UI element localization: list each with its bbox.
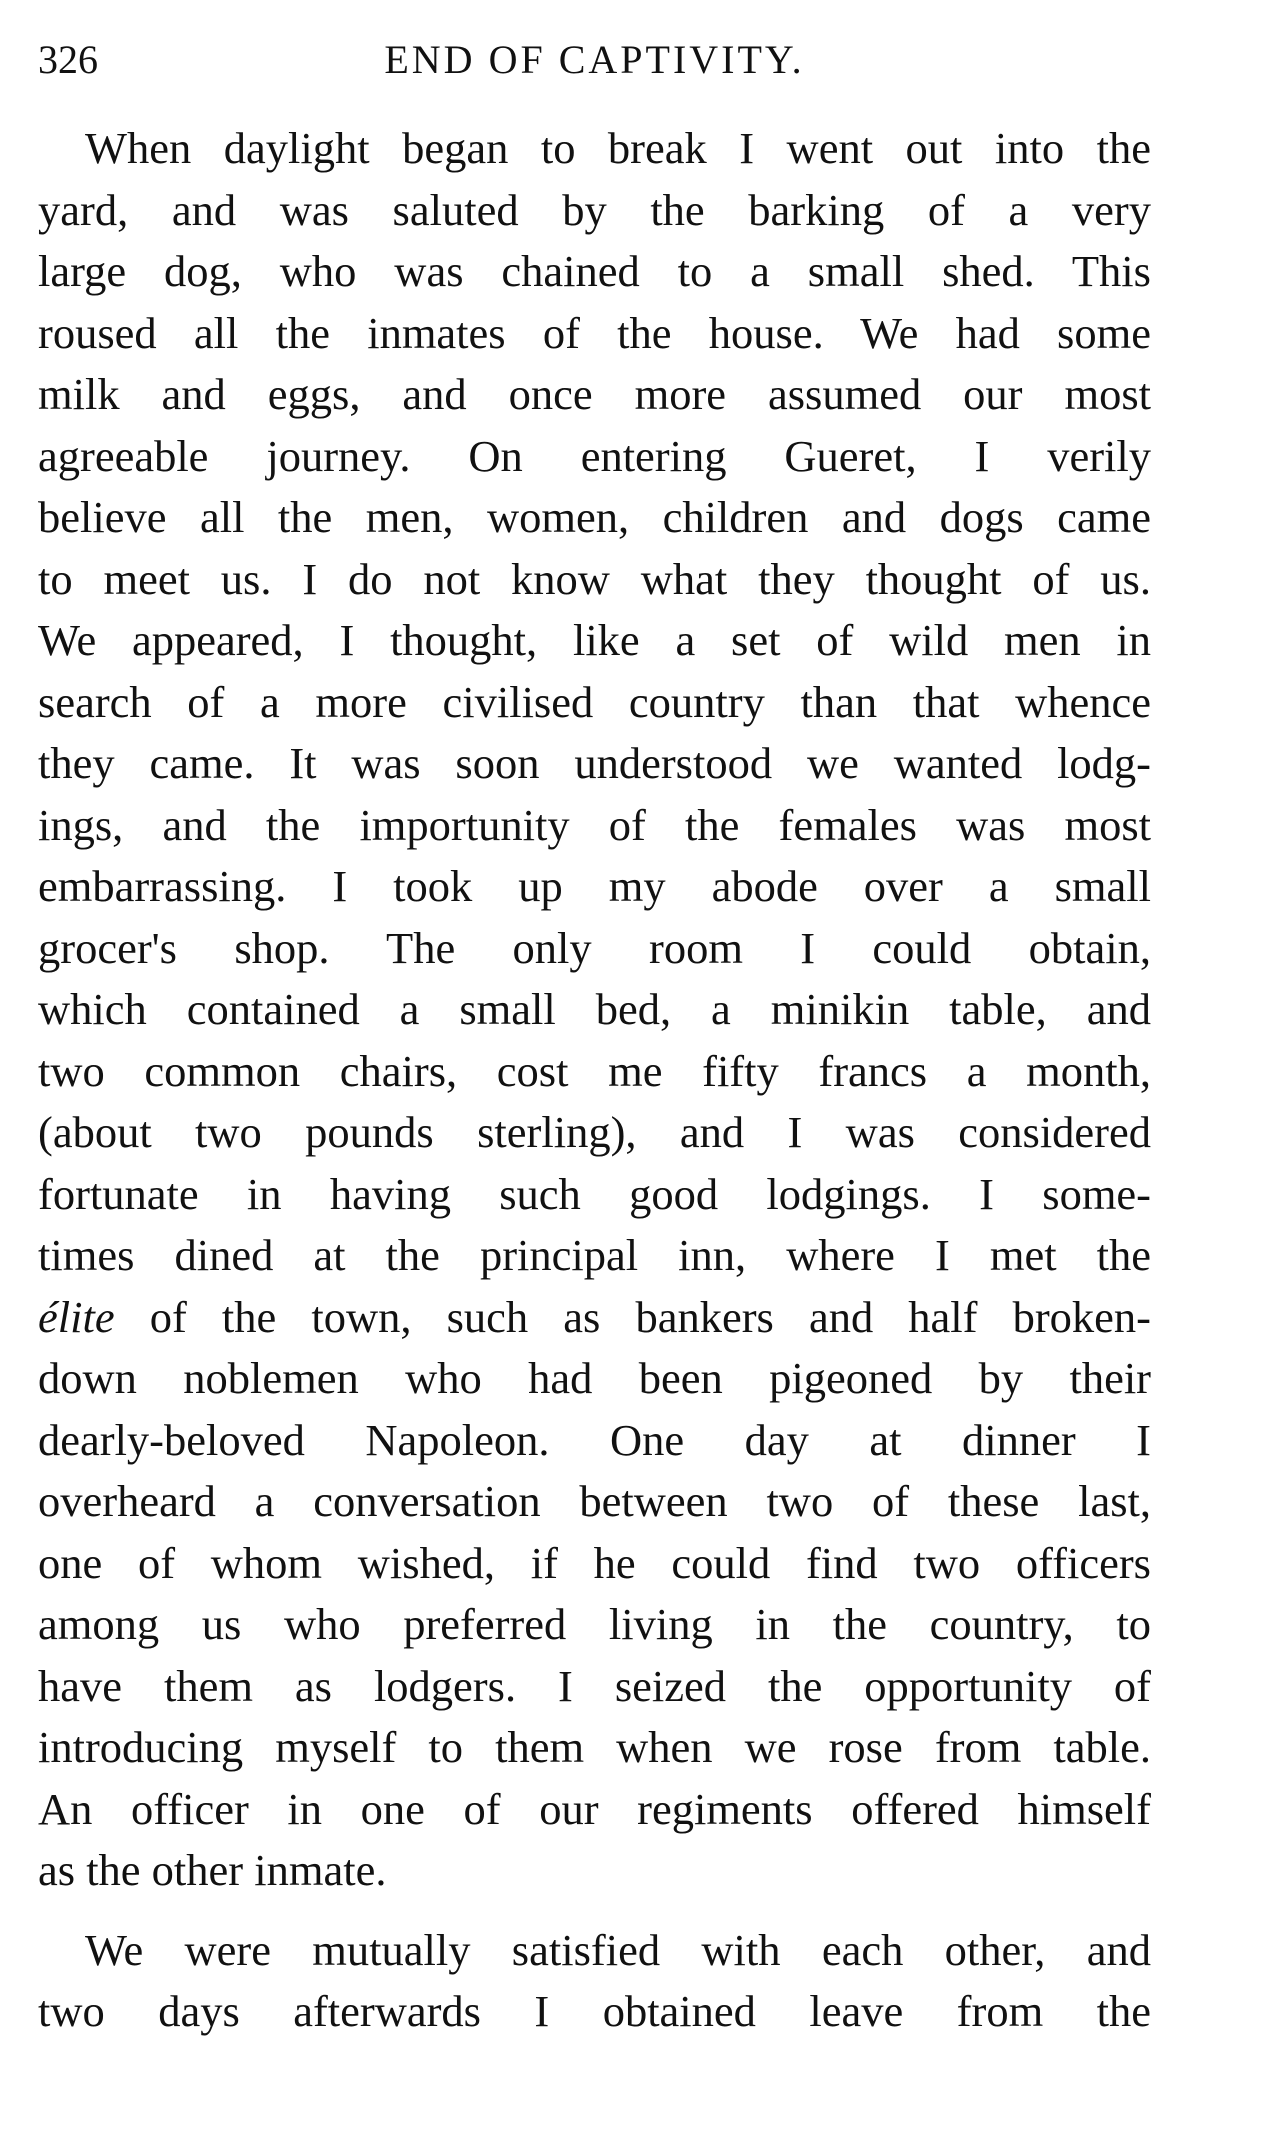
italic-word-elite: élite xyxy=(38,1291,115,1342)
text-line: introducing myself to them when we rose from table. xyxy=(38,1722,1151,1772)
text-line: believe all the men, women, children and dogs came xyxy=(38,492,1151,542)
text-line: milk and eggs, and once more assumed our most xyxy=(38,369,1151,419)
paragraph-2 xyxy=(38,1920,1151,2043)
text-line: yard, and was saluted by the barking of a very xyxy=(38,184,1151,235)
running-title: END OF CAPTIVITY. xyxy=(384,37,805,82)
text-line: (about two pounds sterling), and I was considered xyxy=(38,1107,1151,1157)
text-line: one of whom wished, if he could find two officers xyxy=(38,1537,1151,1588)
text-line: among us who preferred living in the country, to xyxy=(38,1599,1151,1649)
text-line: to meet us. I do not know what they thought of us. xyxy=(38,553,1151,604)
text-line-rest: of the town, such as bankers and half broken- xyxy=(114,1291,1151,1342)
text-line: large dog, who was chained to a small shed. This xyxy=(38,246,1151,296)
text-line: fortunate in having such good lodgings. I some- xyxy=(38,1168,1151,1219)
text-line: as the other inmate. xyxy=(38,1845,387,1895)
text-line: An officer in one of our regiments offered himself xyxy=(38,1783,1151,1834)
text-line: times dined at the principal inn, where I met the xyxy=(38,1230,1151,1280)
text-line: which contained a small bed, a minikin table, and xyxy=(38,984,1151,1034)
text-line: We appeared, I thought, like a set of wild men in xyxy=(38,615,1151,665)
text-line: ings, and the importunity of the females was most xyxy=(38,799,1151,850)
text-line-elite xyxy=(38,1287,1151,1349)
page-header xyxy=(38,30,1151,90)
text-line: down noblemen who had been pigeoned by their xyxy=(38,1353,1151,1403)
text-line: two days afterwards I obtained leave from the xyxy=(38,1986,1151,2036)
text-line: We were mutually satisfied with each other, and xyxy=(85,1924,1151,1975)
text-line: agreeable journey. On entering Gueret, I verily xyxy=(38,430,1151,481)
text-line: grocer's shop. The only room I could obtain, xyxy=(38,922,1151,973)
text-line: two common chairs, cost me fifty francs a month, xyxy=(38,1045,1151,1096)
body-text xyxy=(38,118,1151,2043)
text-line: they came. It was soon understood we wanted lodg- xyxy=(38,738,1151,788)
text-line: overheard a conversation between two of these last, xyxy=(38,1476,1151,1526)
paragraph-1 xyxy=(38,118,1151,1902)
text-line: When daylight began to break I went out into the xyxy=(85,123,1151,173)
text-line: search of a more civilised country than that whence xyxy=(38,676,1151,727)
page-number: 326 xyxy=(38,37,98,82)
text-line: dearly-beloved Napoleon. One day at dinner I xyxy=(38,1414,1151,1465)
text-line: have them as lodgers. I seized the opportunity of xyxy=(38,1660,1151,1711)
text-line: roused all the inmates of the house. We had some xyxy=(38,307,1151,358)
text-line: embarrassing. I took up my abode over a small xyxy=(38,861,1151,911)
